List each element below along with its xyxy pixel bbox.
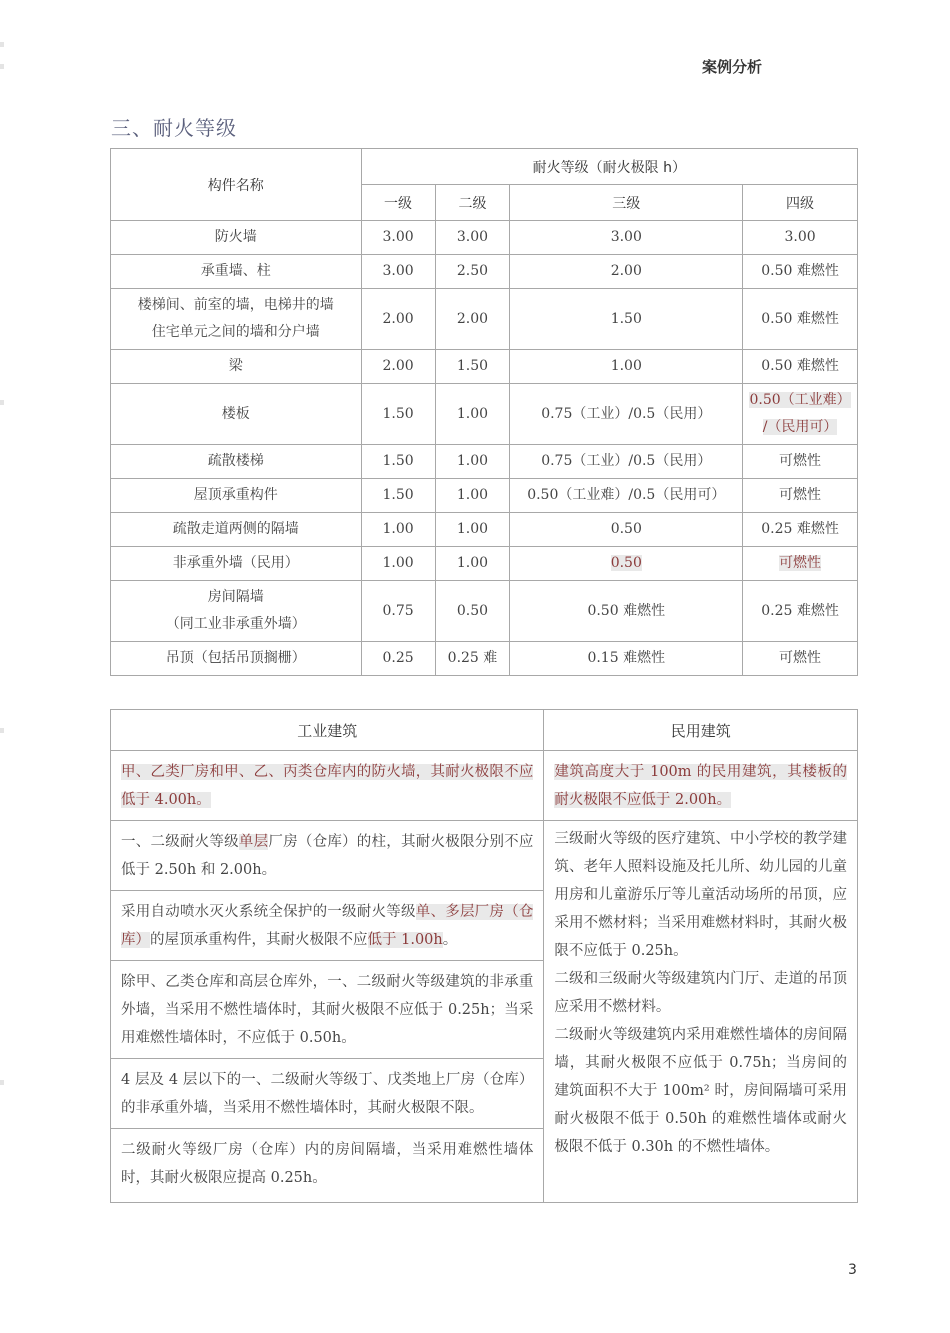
rating-value-level-1: 3.00 [361, 255, 435, 289]
rating-value-level-4: 0.50 难燃性 [743, 255, 858, 289]
component-name: 疏散走道两侧的隔墙 [111, 513, 362, 547]
rating-value-level-3: 0.50（工业难）/0.5（民用可） [510, 479, 743, 513]
rating-value-level-4: 0.50 难燃性 [743, 289, 858, 350]
rules-table [110, 709, 858, 1203]
rating-value-level-3: 0.50 [510, 547, 743, 581]
industrial-rule: 除甲、乙类仓库和高层仓库外，一、二级耐火等级建筑的非承重外墙，当采用不燃性墙体时，其耐火极限不应低于 0.25h；当采用难燃性墙体时，不应低于 0.50h。 [111, 961, 544, 1059]
rating-value-level-3: 3.00 [510, 221, 743, 255]
component-name: 防火墙 [111, 221, 362, 255]
rating-value-level-1: 1.50 [361, 384, 435, 445]
component-name: 非承重外墙（民用） [111, 547, 362, 581]
industrial-rule-firewall: 甲、乙类厂房和甲、乙、丙类仓库内的防火墙，其耐火极限不应低于 4.00h。 [111, 751, 544, 821]
rating-value-level-4: 0.50 难燃性 [743, 350, 858, 384]
table-row [111, 479, 858, 513]
rating-value-level-2: 1.00 [435, 445, 510, 479]
rating-value-level-2: 3.00 [435, 221, 510, 255]
rating-value-level-4: 0.25 难燃性 [743, 513, 858, 547]
header-civil: 民用建筑 [544, 710, 858, 751]
rating-value-level-4: 0.25 难燃性 [743, 581, 858, 642]
rating-value-level-3: 0.15 难燃性 [510, 642, 743, 676]
scan-edge-mark [0, 1080, 4, 1085]
rating-value-level-3: 0.50 [510, 513, 743, 547]
rating-value-level-2: 0.25 难 [435, 642, 510, 676]
component-name: 楼梯间、前室的墙，电梯井的墙 住宅单元之间的墙和分户墙 [111, 289, 362, 350]
table-row [111, 384, 858, 445]
fire-rating-table [110, 148, 858, 676]
rating-value-level-2: 2.50 [435, 255, 510, 289]
table-row [111, 513, 858, 547]
industrial-rule: 一、二级耐火等级单层厂房（仓库）的柱，其耐火极限分别不应低于 2.50h 和 2.00h。 [111, 821, 544, 891]
rating-value-level-1: 1.50 [361, 479, 435, 513]
rating-value-level-3: 0.75（工业）/0.5（民用） [510, 445, 743, 479]
rating-value-level-3: 2.00 [510, 255, 743, 289]
rating-value-level-4: 3.00 [743, 221, 858, 255]
table-row [111, 255, 858, 289]
table-row [111, 350, 858, 384]
rating-value-level-2: 2.00 [435, 289, 510, 350]
scan-edge-mark [0, 64, 4, 69]
table-row [111, 547, 858, 581]
table-row [111, 289, 858, 350]
rating-value-level-2: 0.50 [435, 581, 510, 642]
civil-rules-cell [544, 821, 858, 1203]
rating-value-level-1: 2.00 [361, 289, 435, 350]
table-row [111, 221, 858, 255]
rating-value-level-4: 可燃性 [743, 642, 858, 676]
header-level-4: 四级 [743, 185, 858, 221]
civil-rule: 二级和三级耐火等级建筑内门厅、走道的吊顶应采用不燃材料。 [554, 971, 847, 1015]
scan-edge-mark [0, 400, 4, 405]
scan-edge-mark [0, 728, 4, 733]
industrial-rule: 采用自动喷水灭火系统全保护的一级耐火等级单、多层厂房（仓库）的屋顶承重构件，其耐火极限不应低于 1.00h。 [111, 891, 544, 961]
rating-value-level-4: 0.50（工业难） /（民用可） [743, 384, 858, 445]
rating-value-level-4: 可燃性 [743, 547, 858, 581]
table-row [111, 642, 858, 676]
component-name: 疏散楼梯 [111, 445, 362, 479]
component-name: 吊顶（包括吊顶搁栅） [111, 642, 362, 676]
rating-value-level-1: 3.00 [361, 221, 435, 255]
page-number: 3 [848, 1262, 857, 1278]
rating-value-level-1: 1.00 [361, 547, 435, 581]
component-name: 屋顶承重构件 [111, 479, 362, 513]
rating-value-level-1: 0.75 [361, 581, 435, 642]
rating-value-level-1: 0.25 [361, 642, 435, 676]
industrial-rule: 4 层及 4 层以下的一、二级耐火等级丁、戊类地上厂房（仓库）的非承重外墙，当采用不燃性墙体时，其耐火极限不限。 [111, 1059, 544, 1129]
rating-value-level-3: 0.50 难燃性 [510, 581, 743, 642]
rating-value-level-1: 1.00 [361, 513, 435, 547]
section-title: 三、耐火等级 [111, 116, 237, 140]
header-level-1: 一级 [361, 185, 435, 221]
rating-value-level-2: 1.00 [435, 479, 510, 513]
civil-rule-floor: 建筑高度大于 100m 的民用建筑，其楼板的耐火极限不应低于 2.00h。 [544, 751, 858, 821]
rating-value-level-4: 可燃性 [743, 445, 858, 479]
scan-edge-mark [0, 42, 4, 47]
running-header: 案例分析 [702, 58, 763, 76]
component-name: 承重墙、柱 [111, 255, 362, 289]
header-rating-group: 耐火等级（耐火极限 h） [361, 149, 857, 185]
industrial-rule: 二级耐火等级厂房（仓库）内的房间隔墙，当采用难燃性墙体时，其耐火极限应提高 0.25h。 [111, 1129, 544, 1203]
rating-value-level-2: 1.00 [435, 513, 510, 547]
table-row [111, 445, 858, 479]
civil-rule: 三级耐火等级的医疗建筑、中小学校的教学建筑、老年人照料设施及托儿所、幼儿园的儿童用房和儿童游乐厅等儿童活动场所的吊顶，应采用不燃材料；当采用难燃材料时，其耐火极限不应低于 0.25h。 [554, 831, 847, 959]
rating-value-level-2: 1.00 [435, 547, 510, 581]
rating-value-level-3: 1.50 [510, 289, 743, 350]
rating-value-level-1: 2.00 [361, 350, 435, 384]
rating-value-level-1: 1.50 [361, 445, 435, 479]
header-level-3: 三级 [510, 185, 743, 221]
component-name: 梁 [111, 350, 362, 384]
component-name: 房间隔墙 （同工业非承重外墙） [111, 581, 362, 642]
header-component-name: 构件名称 [111, 149, 362, 221]
rating-value-level-3: 1.00 [510, 350, 743, 384]
rating-value-level-4: 可燃性 [743, 479, 858, 513]
header-industrial: 工业建筑 [111, 710, 544, 751]
component-name: 楼板 [111, 384, 362, 445]
rating-value-level-3: 0.75（工业）/0.5（民用） [510, 384, 743, 445]
rating-value-level-2: 1.00 [435, 384, 510, 445]
rating-value-level-2: 1.50 [435, 350, 510, 384]
header-level-2: 二级 [435, 185, 510, 221]
table-row [111, 581, 858, 642]
civil-rule: 二级耐火等级建筑内采用难燃性墙体的房间隔墙，其耐火极限不应低于 0.75h；当房间的建筑面积不大于 100m² 时，房间隔墙可采用耐火极限不低于 0.50h 的难燃性墙体或耐火极限不低于 0.30h 的不燃性墙体。 [554, 1027, 847, 1155]
